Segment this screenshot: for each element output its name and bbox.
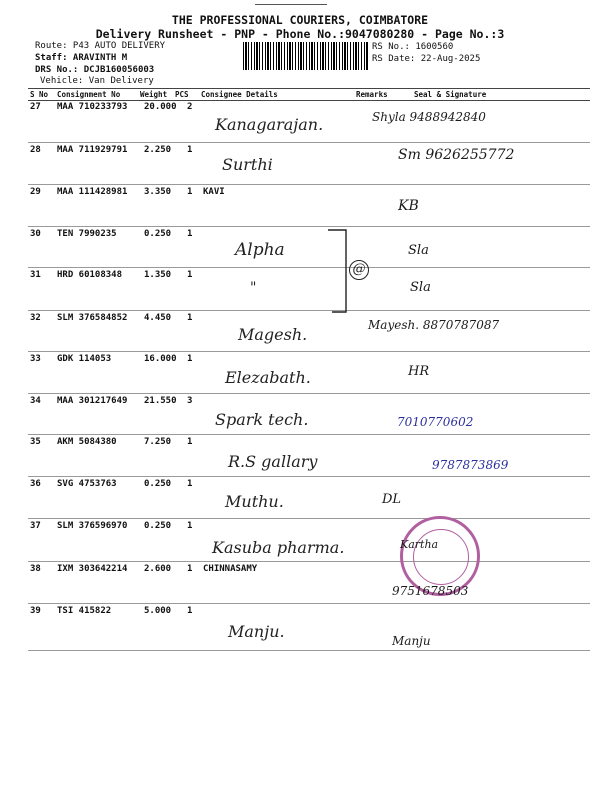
cell-pcs: 1 (187, 187, 193, 197)
cell-consignment: MAA 711929791 (57, 145, 128, 155)
cell-weight: 16.000 (144, 354, 177, 364)
cell-pcs: 1 (187, 564, 193, 574)
signature-mark: Sla (408, 243, 429, 258)
signature-mark: 9751678503 (392, 584, 469, 598)
cell-sno: 31 (30, 270, 41, 280)
cell-weight: 2.600 (144, 564, 172, 574)
cell-sno: 32 (30, 313, 41, 323)
cell-consignee: CHINNASAMY (203, 564, 258, 574)
cell-pcs: 1 (187, 521, 193, 531)
table-row (28, 226, 590, 268)
cell-pcs: 2 (187, 102, 193, 112)
cell-weight: 2.250 (144, 145, 172, 155)
signature-mark: HR (408, 364, 430, 379)
cell-weight: 0.250 (144, 229, 172, 239)
cell-sno: 34 (30, 396, 41, 406)
col-remarks: Remarks (356, 90, 388, 99)
signature-mark: 9787873869 (432, 458, 509, 472)
table-row (28, 310, 590, 352)
cell-sno: 39 (30, 606, 41, 616)
col-pcs: PCS (175, 90, 189, 99)
handwritten-name: Alpha (235, 240, 285, 260)
col-weight: Weight (140, 90, 168, 99)
col-seal: Seal & Signature (414, 90, 487, 99)
rs-no-text: RS No.: 1600560 (372, 42, 454, 52)
signature-mark: Shyla 9488942840 (372, 110, 486, 124)
cell-weight: 3.350 (144, 187, 172, 197)
runsheet-subtitle: Delivery Runsheet - PNP - Phone No.:9047080280 - Page No.:3 (95, 27, 505, 41)
table-row (28, 267, 590, 311)
cell-pcs: 1 (187, 479, 193, 489)
cell-weight: 0.250 (144, 479, 172, 489)
signature-mark: Sla (410, 280, 431, 295)
signature-mark: KB (398, 198, 419, 214)
cell-pcs: 1 (187, 270, 193, 280)
cell-sno: 37 (30, 521, 41, 531)
cell-consignment: HRD 60108348 (57, 270, 123, 280)
company-title: THE PROFESSIONAL COURIERS, COIMBATORE (171, 13, 429, 27)
cell-pcs: 3 (187, 396, 193, 406)
cell-pcs: 1 (187, 145, 193, 155)
signature-mark: DL (382, 492, 402, 507)
cell-weight: 0.250 (144, 521, 172, 531)
remark-circle: @ (349, 260, 369, 280)
table-row (28, 393, 590, 435)
handwritten-name: Muthu. (225, 492, 284, 511)
handwritten-name: " (250, 280, 257, 296)
col-consignee: Consignee Details (201, 90, 278, 99)
signature-mark: Mayesh. 8870787087 (368, 318, 500, 332)
cell-consignment: MAA 111428981 (57, 187, 128, 197)
handwritten-name: Manju. (228, 622, 285, 641)
cell-consignment: SLM 376596970 (57, 521, 128, 531)
cell-consignment: MAA 710233793 (57, 102, 128, 112)
handwritten-name: Magesh. (238, 325, 308, 344)
staff-text: Staff: ARAVINTH M (35, 53, 128, 63)
table-row (28, 184, 590, 227)
table-row (28, 561, 590, 604)
cell-sno: 38 (30, 564, 41, 574)
route-text: Route: P43 AUTO DELIVERY (35, 41, 166, 51)
signature-mark: Sm 9626255772 (398, 147, 515, 163)
cell-sno: 27 (30, 102, 41, 112)
handwritten-name: R.S gallary (228, 452, 318, 471)
cell-sno: 28 (30, 145, 41, 155)
handwritten-name: Spark tech. (215, 410, 309, 429)
barcode-image (243, 42, 368, 70)
cell-consignee: KAVI (203, 187, 225, 197)
col-sno: S No (30, 90, 49, 99)
cell-weight: 7.250 (144, 437, 172, 447)
vehicle-text: Vehicle: Van Delivery (40, 76, 154, 86)
cell-pcs: 1 (187, 437, 193, 447)
cell-consignment: SLM 376584852 (57, 313, 128, 323)
cell-weight: 20.000 (144, 102, 177, 112)
top-mark (255, 4, 327, 5)
cell-pcs: 1 (187, 229, 193, 239)
cell-consignment: MAA 301217649 (57, 396, 128, 406)
cell-consignment: GDK 114053 (57, 354, 112, 364)
table-row (28, 603, 590, 651)
table-row (28, 476, 590, 519)
signature-mark: Kartha (400, 538, 439, 551)
signature-mark: 7010770602 (397, 415, 474, 429)
cell-sno: 30 (30, 229, 41, 239)
cell-weight: 21.550 (144, 396, 177, 406)
cell-sno: 29 (30, 187, 41, 197)
cell-consignment: IXM 303642214 (57, 564, 128, 574)
col-consignment: Consignment No (57, 90, 121, 99)
signature-mark: Manju (392, 634, 431, 648)
cell-pcs: 1 (187, 354, 193, 364)
cell-pcs: 1 (187, 606, 193, 616)
cell-weight: 4.450 (144, 313, 172, 323)
cell-sno: 33 (30, 354, 41, 364)
handwritten-name: Surthi (222, 155, 273, 174)
rs-date-text: RS Date: 22-Aug-2025 (372, 54, 481, 64)
cell-sno: 35 (30, 437, 41, 447)
handwritten-name: Kanagarajan. (215, 115, 324, 134)
cell-sno: 36 (30, 479, 41, 489)
cell-consignment: TSI 415822 (57, 606, 112, 616)
cell-consignment: SVG 4753763 (57, 479, 117, 489)
handwritten-name: Kasuba pharma. (212, 538, 345, 557)
cell-pcs: 1 (187, 313, 193, 323)
cell-consignment: AKM 5084380 (57, 437, 117, 447)
drs-text: DRS No.: DCJB16005600З (35, 65, 155, 75)
cell-consignment: TEN 7990235 (57, 229, 117, 239)
handwritten-name: Elezabath. (225, 368, 311, 387)
cell-weight: 5.000 (144, 606, 172, 616)
cell-weight: 1.350 (144, 270, 172, 280)
